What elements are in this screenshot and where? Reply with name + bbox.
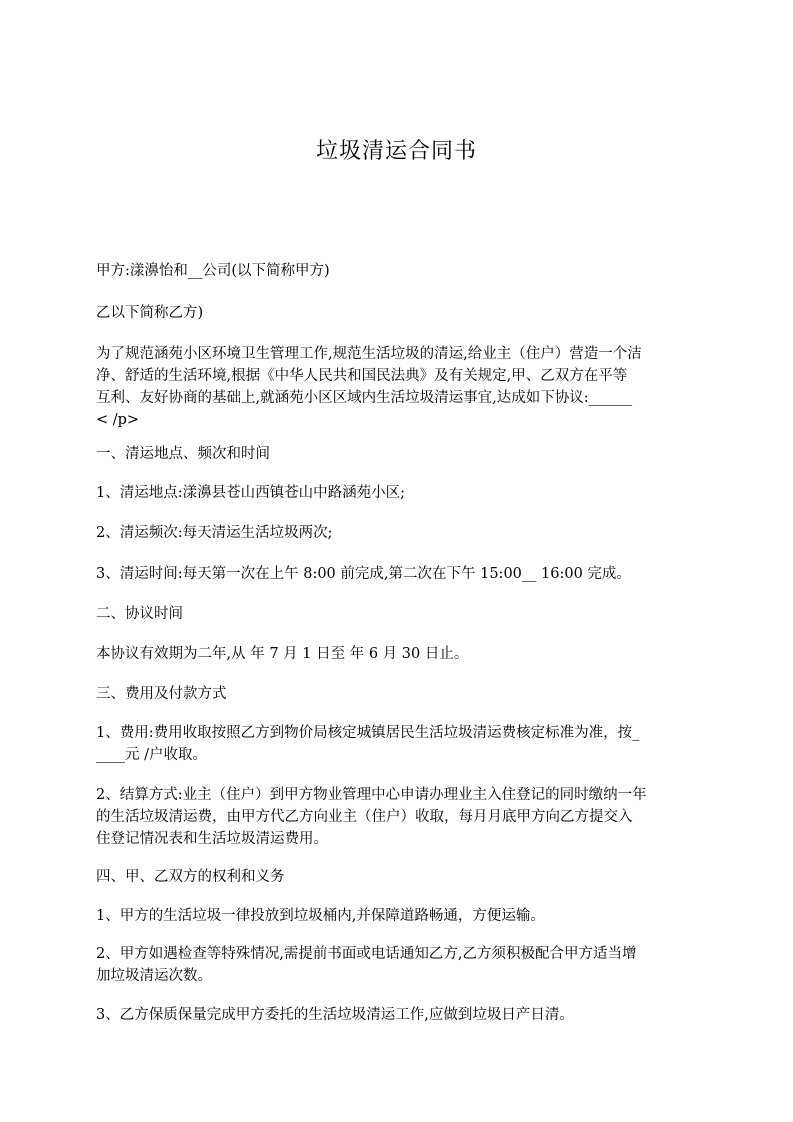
- text-line: 乙以下简称乙方): [96, 305, 204, 321]
- text-line: ____元 /户收取。: [96, 747, 207, 763]
- section-heading-2: [96, 603, 706, 625]
- text-line: 净、舒适的生活环境,根据《中华人民共和国民法典》及有关规定,甲、乙双方在平等: [96, 368, 628, 384]
- text-line: 2、清运频次:每天清运生活垃圾两次;: [96, 525, 333, 541]
- text-line: < /p>: [96, 412, 140, 428]
- text-line: 二、协议时间: [96, 606, 183, 622]
- text-line: 为了规范涵苑小区环境卫生管理工作,规范生活垃圾的清运,给业主（住户）营造一个洁: [96, 346, 642, 362]
- text-line: 四、甲、乙双方的权利和义务: [96, 869, 285, 885]
- document-title: 垃圾清运合同书: [315, 139, 477, 164]
- clause-4-2: [96, 943, 706, 987]
- text-line: 住登记情况表和生活垃圾清运费用。: [96, 831, 328, 847]
- text-line: 1、甲方的生活垃圾一律投放到垃圾桶内,并保障道路畅通，方便运输。: [96, 908, 545, 924]
- text-line: 互利、友好协商的基础上,就涵苑小区区域内生活垃圾清运事宜,达成如下协议:______: [96, 390, 633, 406]
- section-heading-4: [96, 866, 706, 888]
- text-line: 的生活垃圾清运费，由甲方代乙方向业主（住户）收取，每月月底甲方向乙方提交入: [96, 809, 633, 825]
- clause-1-1: [96, 482, 706, 504]
- text-line: 3、乙方保质保量完成甲方委托的生活垃圾清运工作,应做到垃圾日产日清。: [96, 1007, 574, 1023]
- text-line: 加垃圾清运次数。: [96, 968, 212, 984]
- section-heading-3: [96, 683, 706, 705]
- text-line: 2、甲方如遇检查等特殊情况,需提前书面或电话通知乙方,乙方须积极配合甲方适当增: [96, 946, 637, 962]
- text-line: 三、费用及付款方式: [96, 686, 227, 702]
- clause-3-2: [96, 784, 706, 850]
- section-heading-1: [96, 443, 706, 465]
- clause-1-3: [96, 563, 706, 585]
- party-b-paragraph: [96, 302, 706, 324]
- clause-1-2: [96, 522, 706, 544]
- party-a-paragraph: [96, 260, 706, 282]
- text-line: 一、清运地点、频次和时间: [96, 446, 270, 462]
- clause-4-1: [96, 905, 706, 927]
- text-line: 本协议有效期为二年,从 年 7 月 1 日至 年 6 月 30 日止。: [96, 646, 469, 662]
- clause-2-1: [96, 643, 706, 665]
- text-line: 2、结算方式:业主（住户）到甲方物业管理中心申请办理业主入住登记的同时缴纳一年: [96, 787, 647, 803]
- clause-3-1: [96, 722, 706, 766]
- preamble-paragraph: [96, 343, 706, 431]
- text-line: 1、清运地点:漾濞县苍山西镇苍山中路涵苑小区;: [96, 485, 405, 501]
- text-line: 甲方:漾濞怡和__公司(以下简称甲方): [96, 263, 330, 279]
- text-line: 3、清运时间:每天第一次在上午 8:00 前完成,第二次在下午 15:00__ 16:00 完成。: [96, 566, 631, 582]
- text-line: 1、费用:费用收取按照乙方到物价局核定城镇居民生活垃圾清运费核定标准为准，按_: [96, 725, 640, 741]
- clause-4-3: [96, 1004, 706, 1026]
